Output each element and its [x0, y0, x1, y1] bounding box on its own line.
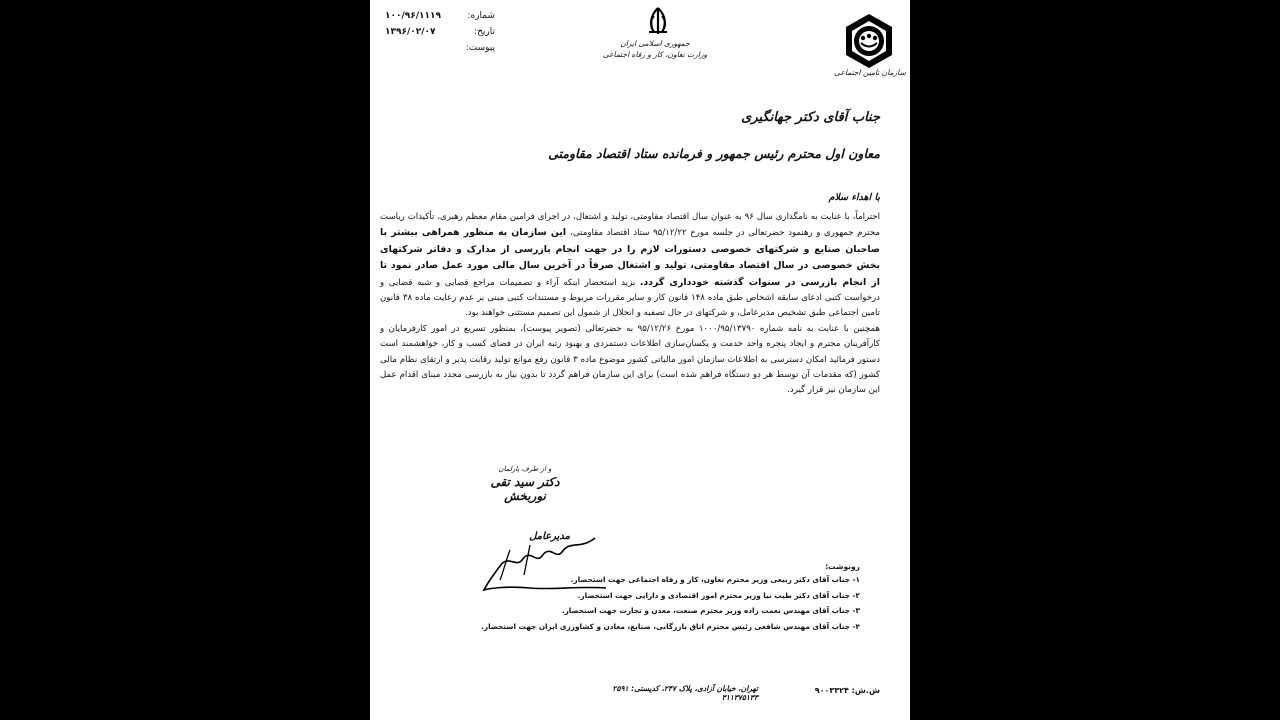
addressee-title: معاون اول محترم رئیس جمهور و فرمانده ستاد اقتصاد مقاومتی [548, 146, 880, 161]
signer-name: دکتر سید تقی نوربخش [490, 475, 560, 503]
cc-item: ۴- جناب آقای مهندس شافعی رئیس محترم اتاق بازرگانی، صنایع، معادن و کشاورزی ایران جهت استحضار. [481, 621, 860, 631]
number-label: شماره: [467, 11, 495, 21]
cc-item: ۳- جناب آقای مهندس نعمت زاده وزیر محترم صنعت، معدن و تجارت جهت استحضار. [561, 606, 860, 615]
social-security-logo-icon [840, 12, 898, 70]
org-name: سازمان تامین اجتماعی [834, 68, 906, 77]
paragraph-2: همچنین با عنایت به نامه شماره ۱۰۰۰/۹۵/۱۳۷۹۰ مورخ ۹۵/۱۲/۲۶ به حضرتعالی (تصویر پیوست)، بمنظور تسریع در امور کارفرمایان و کارآفرینان محترم و ایجاد پنجره واحد خدمت و یکسان‌سازی اطلاعات دستمزدی و بهبود رتبه ایران در فضای کسب و کار، خواهشمند است دستور فرمائید امکان دسترسی به اطلاعات سازمان امور مالیاتی کشور موضوع ماده ۳ قانون رفع موانع تولید رقابت پذیر و ارتقای نظام مالی کشور (که مقدمات آن توسط هر دو دستگاه فراهم شده است) برای این سازمان فراهم گردد تا بدون نیاز به بازرسی مجدد مبنای اقدام عمل این سازمان نیز قرار گیرد. [380, 323, 880, 396]
footer-postal-code: ش.ش: ۹۰۰۳۳۲۴ [814, 686, 880, 695]
ministry-line-1: جمهوری اسلامی ایران [620, 39, 690, 48]
cc-item: ۲- جناب آقای دکتر طیب نیا وزیر محترم امور اقتصادی و دارایی جهت استحضار. [577, 590, 860, 600]
addressee: جناب آقای دکتر جهانگیری [741, 110, 880, 125]
attachment-label: پیوست: [465, 43, 495, 53]
date-label: تاریخ: [474, 27, 495, 37]
letter-date: ۱۳۹۶/۰۲/۰۷ [385, 27, 436, 37]
paragraph-1-intro: احتراماً، با عنایت به نامگذاری سال ۹۶ به عنوان سال اقتصاد مقاومتی، تولید و اشتغال، در اجرای فرامین مقام معظم رهبری، تأکیدات ریاست محترم جمهوری و رهنمود حضرتعالی در جلسه مورخ ۹۵/۱۲/۲۲ ستاد اقتصاد مقاومتی، [380, 212, 880, 239]
iran-emblem-icon [628, 6, 688, 36]
cc-item: ۱- جناب آقای دکتر ربیعی وزیر محترم تعاون، کار و رفاه اجتماعی جهت استحضار. [570, 575, 860, 584]
paragraph-1 [380, 210, 880, 322]
cc-list [481, 572, 860, 634]
paragraph-1-emphasis: این سازمان به منظور همراهی بیشتر با صاحبان صنایع و شرکتهای خصوصی دستورات لازم را در جهت انجام بازرسی از مدارک و دفاتر شرکتهای بخش خصوصی در سال اقتصاد مقاومتی، تولید و اشتغال صرفاً در آخرین سال مالی مورد عمل صادر نمود تا از انجام بازرسی در سنوات گذشته خودداری گردد. [380, 227, 881, 288]
letter-body [380, 210, 880, 399]
signer-delegation: و از طرف پارلمان [498, 465, 552, 473]
footer-address: تهران، خیابان آزادی، پلاک ۲۴۷، کدپستی: ۲۵۹۱ ۳۱۱۳۷۵۱۳۳ [612, 684, 758, 702]
cc-label: رونوشت: [825, 562, 860, 571]
ministry-name [585, 38, 725, 60]
letter-meta [385, 8, 495, 56]
ministry-line-2: وزارت تعاون، کار و رفاه اجتماعی [602, 50, 708, 59]
paragraph-1-rest: بزید استحضار اینکه آراء و تصمیمات مراجع قضایی و شبه قضایی و درخواست کتبی ادعای سابقه اشخاص طبق ماده ۱۴۸ قانون کار و سایر مقررات مربوط و مستندات کتبی مبنی بر عدم رعایت ماده ۳۸ قانون تامین اجتماعی طبق تشخیص مدیرعامل، و شرکتهای در حال تصفیه و انحلال از شمول این تصمیم مستثنی خواهند بود. [380, 277, 880, 319]
signer-role: مدیرعامل [529, 531, 570, 542]
salutation: با اهداء سلام [828, 192, 880, 203]
letter-number: ۱۰۰/۹۶/۱۱۱۹ [385, 11, 442, 21]
